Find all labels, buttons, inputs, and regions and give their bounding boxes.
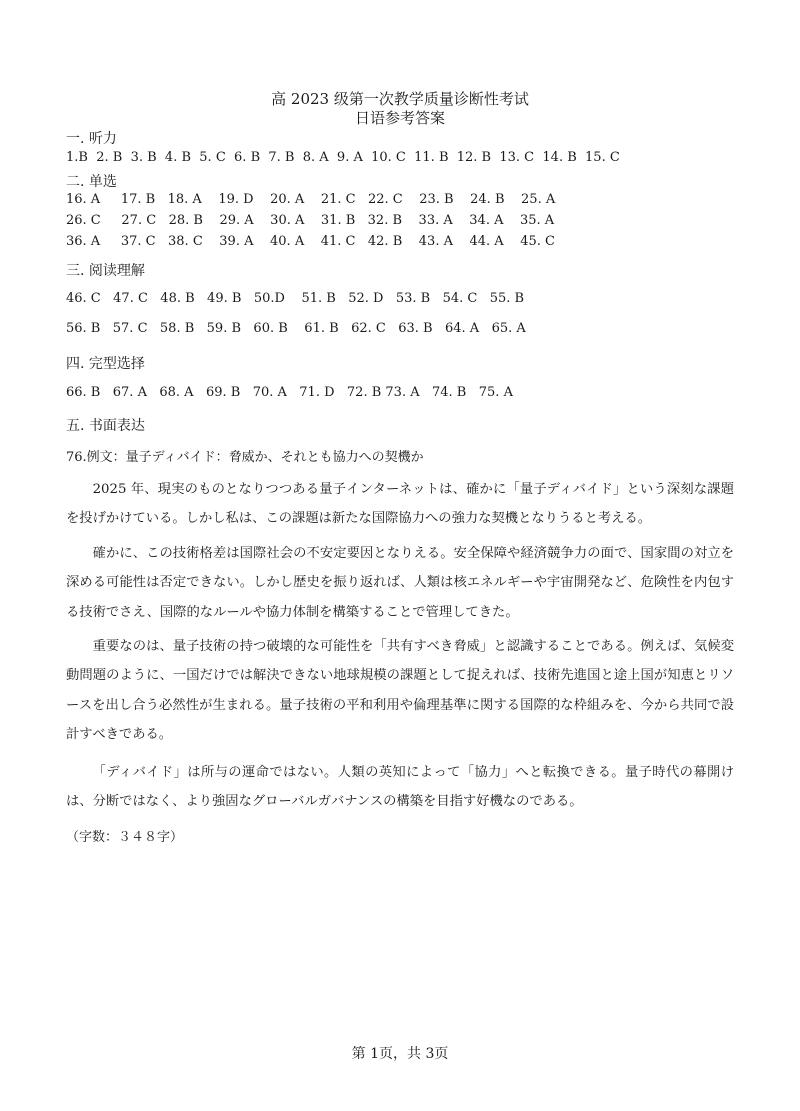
exam-subtitle: 日语参考答案 bbox=[354, 109, 445, 127]
essay-paragraph: 「ディバイド」は所与の運命ではない。人類の英知によって「協力」へと転換できる。量子時代の幕開けは、分断ではなく、より強固なグローバルガバナンスの構築を目指す好機なのである。 bbox=[66, 765, 734, 810]
cloze-answers: 66. B 67. A 68. A 69. B 70. A 71. D 72. B 73. A 74. B 75. A bbox=[66, 385, 513, 400]
section-single-choice-title: 二. 单选 bbox=[66, 174, 117, 190]
single-choice-row: 26. C 27. C 28. B 29. A 30. A 31. B 32. B 33. A 34. A 35. A bbox=[66, 213, 555, 228]
single-choice-row: 16. A 17. B 18. A 19. D 20. A 21. C 22. C 23. B 24. B 25. A bbox=[66, 192, 556, 207]
page-footer: 第 1页，共 3页 bbox=[351, 1046, 449, 1062]
essay-word-count: （字数：３４８字） bbox=[66, 830, 184, 845]
section-writing-title: 五. 书面表达 bbox=[66, 418, 145, 434]
section-cloze-title: 四. 完型选择 bbox=[66, 356, 145, 372]
single-choice-row: 36. A 37. C 38. C 39. A 40. A 41. C 42. B 43. A 44. A 45. C bbox=[66, 234, 555, 249]
exam-title: 高 2023 级第一次教学质量诊断性考试 bbox=[271, 90, 529, 108]
reading-answers-row: 56. B 57. C 58. B 59. B 60. B 61. B 62. C 63. B 64. A 65. A bbox=[66, 321, 526, 336]
essay-paragraph: 重要なのは、量子技術の持つ破壊的な可能性を「共有すべき脅威」と認識することである。例えば、気候変動問題のように、一国だけでは解決できない地球規模の課題として捉えれば、技術先進国と途上国が知恵とリソースを出し合う必然性が生まれる。量子技術の平和利用や倫理基準に関する国際的な枠組みを、今から共同で設計すべきである。 bbox=[66, 639, 734, 742]
section-listening-title: 一. 听力 bbox=[66, 131, 117, 147]
essay-paragraph: 2025 年、現実のものとなりつつある量子インターネットは、確かに「量子ディバイド」という深刻な課題を投げかけている。しかし私は、この課題は新たな国際協力への強力な契機となりうると考える。 bbox=[66, 482, 734, 527]
essay-example-title: 76.例文：量子ディバイド：脅威か、それとも協力への契機か bbox=[66, 450, 424, 465]
reading-answers-row: 46. C 47. C 48. B 49. B 50.D 51. B 52. D 53. B 54. C 55. B bbox=[66, 291, 525, 306]
section-reading-title: 三. 阅读理解 bbox=[66, 263, 145, 279]
essay-paragraph: 確かに、この技術格差は国際社会の不安定要因となりえる。安全保障や経済競争力の面で、国家間の対立を深める可能性は否定できない。しかし歴史を振り返れば、人類は核エネルギーや宇宙開発など、危険性を内包する技術でさえ、国際的なルールや協力体制を構築することで管理してきた。 bbox=[66, 546, 734, 620]
listening-answers: 1.B 2. B 3. B 4. B 5. C 6. B 7. B 8. A 9. A 10. C 11. B 12. B 13. C 14. B 15. C bbox=[66, 150, 620, 165]
